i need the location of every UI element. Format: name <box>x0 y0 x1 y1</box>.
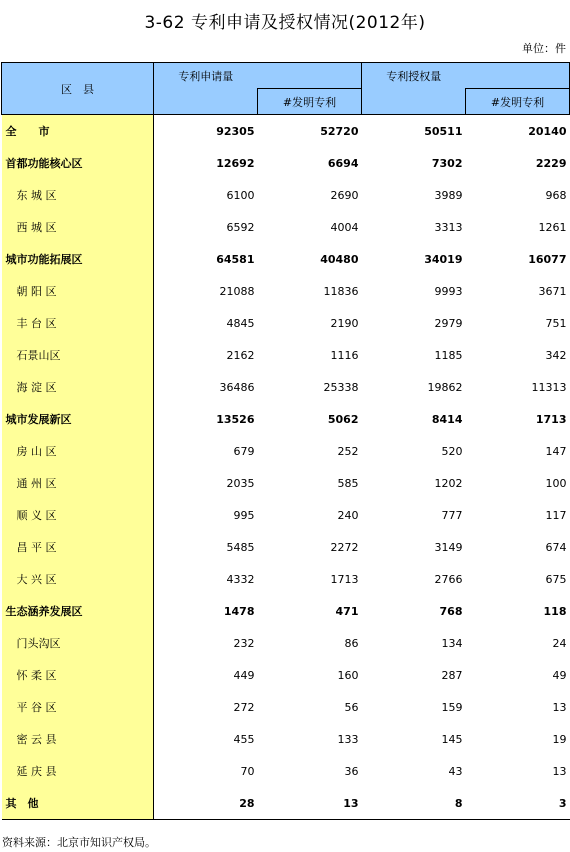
table-row <box>2 211 570 243</box>
app-invention-cell: 86 <box>344 636 359 650</box>
region-name: 石景山区 <box>2 339 154 371</box>
table-row <box>2 499 570 531</box>
grant-invention-cell: 674 <box>545 540 567 554</box>
grant-invention-cell: 968 <box>545 188 567 202</box>
region-name: 密 云 县 <box>2 723 154 755</box>
region-name: 平 谷 区 <box>2 691 154 723</box>
grants-cell: 7302 <box>431 156 463 170</box>
grant-invention-cell: 2229 <box>535 156 567 170</box>
grants-cell: 145 <box>441 732 463 746</box>
header-region: 区 县 <box>2 63 154 115</box>
table-row <box>2 595 570 627</box>
grant-invention-cell: 118 <box>543 604 567 618</box>
app-invention-cell: 56 <box>344 700 359 714</box>
header-grants: 专利授权量 <box>362 63 466 89</box>
table-row <box>2 275 570 307</box>
grant-invention-cell: 1713 <box>535 412 567 426</box>
region-name: 门头沟区 <box>2 627 154 659</box>
table-title: 3-62 专利申请及授权情况(2012年) <box>144 13 426 33</box>
grants-cell: 2979 <box>434 316 463 330</box>
grants-cell: 2766 <box>434 572 463 586</box>
grant-invention-cell: 675 <box>545 572 567 586</box>
applications-cell: 12692 <box>216 156 255 170</box>
applications-cell: 4332 <box>226 572 255 586</box>
applications-cell: 995 <box>233 508 255 522</box>
table-row <box>2 403 570 435</box>
grants-cell: 520 <box>441 444 463 458</box>
table-row <box>2 755 570 787</box>
region-name: 丰 台 区 <box>2 307 154 339</box>
grant-invention-cell: 24 <box>552 636 567 650</box>
app-invention-cell: 160 <box>337 668 359 682</box>
applications-cell: 36486 <box>219 380 255 394</box>
region-name: 大 兴 区 <box>2 563 154 595</box>
region-name: 怀 柔 区 <box>2 659 154 691</box>
table-row <box>2 723 570 755</box>
grant-invention-cell: 11313 <box>531 380 567 394</box>
grant-invention-cell: 3671 <box>538 284 567 298</box>
region-name: 海 淀 区 <box>2 371 154 403</box>
grant-invention-cell: 342 <box>545 348 567 362</box>
applications-cell: 4845 <box>226 316 255 330</box>
region-name: 延 庆 县 <box>2 755 154 787</box>
region-name: 城市功能拓展区 <box>2 243 154 275</box>
app-invention-cell: 52720 <box>320 124 359 138</box>
applications-cell: 28 <box>154 787 258 820</box>
grant-invention-cell: 49 <box>552 668 567 682</box>
table-row <box>2 659 570 691</box>
app-invention-cell: 4004 <box>330 220 359 234</box>
app-invention-cell: 25338 <box>323 380 359 394</box>
applications-cell: 92305 <box>216 124 255 138</box>
source-note: 资料来源：北京市知识产权局。 <box>2 836 156 849</box>
applications-cell: 21088 <box>219 284 255 298</box>
region-name: 朝 阳 区 <box>2 275 154 307</box>
grants-cell: 3313 <box>434 220 463 234</box>
table-row <box>2 531 570 563</box>
applications-cell: 449 <box>233 668 255 682</box>
grant-invention-cell: 13 <box>552 764 567 778</box>
grants-cell: 19862 <box>427 380 463 394</box>
grant-invention-cell: 117 <box>545 508 567 522</box>
applications-cell: 6100 <box>226 188 255 202</box>
table-row <box>2 691 570 723</box>
header-grant-invention: #发明专利 <box>466 89 570 115</box>
region-name: 城市发展新区 <box>2 403 154 435</box>
app-invention-cell: 133 <box>337 732 359 746</box>
header-app-invention: #发明专利 <box>258 89 362 115</box>
table-row <box>2 115 570 148</box>
grants-cell: 1202 <box>434 476 463 490</box>
region-name: 其 他 <box>2 787 154 820</box>
app-invention-cell: 1713 <box>330 572 359 586</box>
app-invention-cell: 2272 <box>330 540 359 554</box>
app-invention-cell: 2690 <box>330 188 359 202</box>
table-row <box>2 563 570 595</box>
table-row <box>2 243 570 275</box>
header-applications: 专利申请量 <box>154 63 258 89</box>
app-invention-cell: 13 <box>258 787 362 820</box>
table-row <box>2 147 570 179</box>
grant-invention-cell: 751 <box>545 316 567 330</box>
app-invention-cell: 1116 <box>330 348 359 362</box>
region-name: 通 州 区 <box>2 467 154 499</box>
app-invention-cell: 252 <box>337 444 359 458</box>
region-name: 西 城 区 <box>2 211 154 243</box>
grants-cell: 9993 <box>434 284 463 298</box>
app-invention-cell: 36 <box>344 764 359 778</box>
grants-cell: 3149 <box>434 540 463 554</box>
grants-cell: 287 <box>441 668 463 682</box>
table-row <box>2 307 570 339</box>
app-invention-cell: 11836 <box>323 284 359 298</box>
grants-cell: 134 <box>441 636 463 650</box>
unit-label: 单位：件 <box>522 42 566 55</box>
applications-cell: 6592 <box>226 220 255 234</box>
grant-invention-cell: 3 <box>466 787 570 820</box>
grants-cell: 50511 <box>424 124 463 138</box>
region-name: 首都功能核心区 <box>2 147 154 179</box>
applications-cell: 13526 <box>216 412 255 426</box>
app-invention-cell: 240 <box>337 508 359 522</box>
grant-invention-cell: 100 <box>545 476 567 490</box>
applications-cell: 64581 <box>216 252 255 266</box>
grant-invention-cell: 16077 <box>528 252 567 266</box>
applications-cell: 1478 <box>223 604 255 618</box>
grant-invention-cell: 20140 <box>528 124 567 138</box>
grants-cell: 3989 <box>434 188 463 202</box>
patent-table <box>1 62 570 820</box>
table-row <box>2 787 570 820</box>
app-invention-cell: 6694 <box>327 156 359 170</box>
region-name: 全 市 <box>2 115 154 148</box>
grants-cell: 768 <box>439 604 463 618</box>
table-row <box>2 179 570 211</box>
grant-invention-cell: 147 <box>545 444 567 458</box>
grant-invention-cell: 1261 <box>538 220 567 234</box>
applications-cell: 2162 <box>226 348 255 362</box>
region-name: 生态涵养发展区 <box>2 595 154 627</box>
grants-cell: 8 <box>362 787 466 820</box>
applications-cell: 70 <box>240 764 255 778</box>
table-row <box>2 467 570 499</box>
grants-cell: 159 <box>441 700 463 714</box>
region-name: 东 城 区 <box>2 179 154 211</box>
region-name: 顺 义 区 <box>2 499 154 531</box>
grants-cell: 8414 <box>431 412 463 426</box>
region-name: 房 山 区 <box>2 435 154 467</box>
grant-invention-cell: 19 <box>552 732 567 746</box>
applications-cell: 455 <box>233 732 255 746</box>
grants-cell: 34019 <box>424 252 463 266</box>
grants-cell: 43 <box>448 764 463 778</box>
app-invention-cell: 2190 <box>330 316 359 330</box>
applications-cell: 272 <box>233 700 255 714</box>
app-invention-cell: 5062 <box>327 412 359 426</box>
table-row <box>2 339 570 371</box>
grant-invention-cell: 13 <box>552 700 567 714</box>
grants-cell: 777 <box>441 508 463 522</box>
table-row <box>2 371 570 403</box>
applications-cell: 2035 <box>226 476 255 490</box>
applications-cell: 232 <box>233 636 255 650</box>
applications-cell: 5485 <box>226 540 255 554</box>
table-row <box>2 435 570 467</box>
applications-cell: 679 <box>233 444 255 458</box>
app-invention-cell: 585 <box>337 476 359 490</box>
app-invention-cell: 471 <box>335 604 359 618</box>
app-invention-cell: 40480 <box>320 252 359 266</box>
table-row <box>2 627 570 659</box>
grants-cell: 1185 <box>434 348 463 362</box>
region-name: 昌 平 区 <box>2 531 154 563</box>
